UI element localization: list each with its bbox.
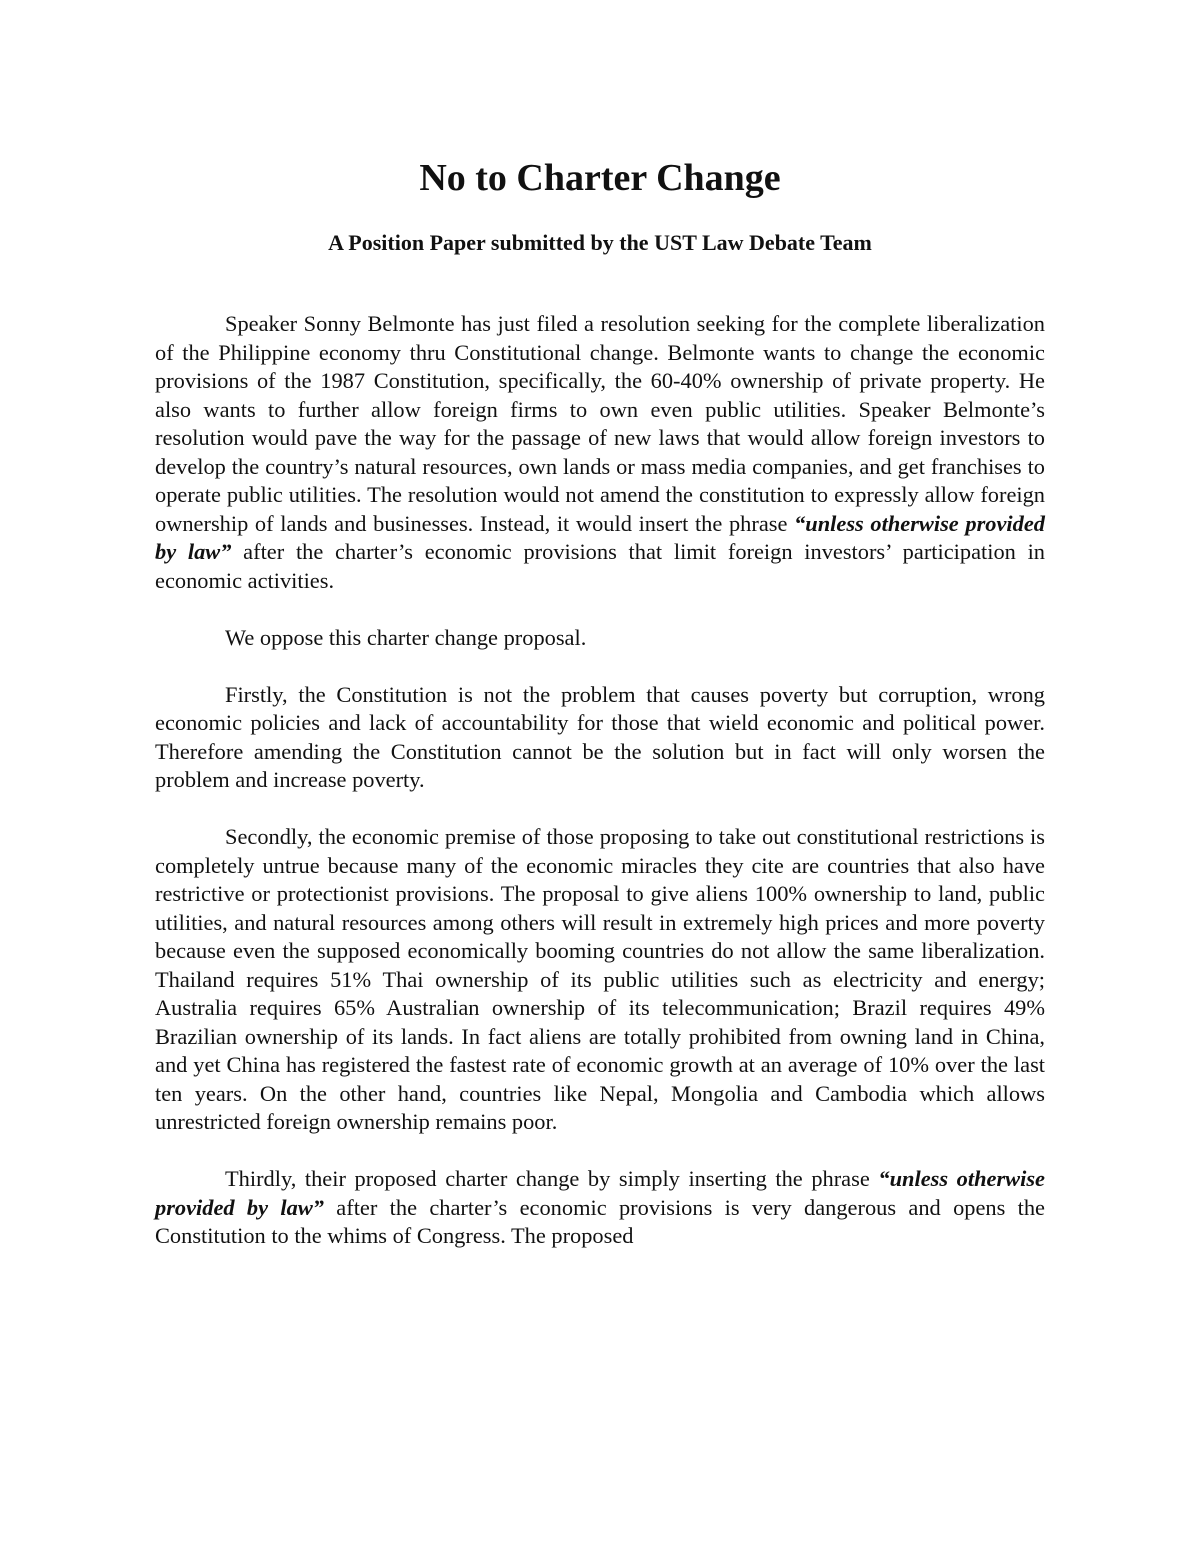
paragraph-text: after the charter’s economic provisions that limit foreign investors’ participation in economic activities.: [155, 539, 1046, 593]
paragraph-text: after the charter’s economic provisions is very dangerous and opens the Constitution to the whims of Congress. The proposed: [155, 1194, 1045, 1248]
paragraph-thirdly: [155, 1165, 1045, 1251]
document-title: No to Charter Change: [419, 157, 781, 199]
paragraph-intro: [155, 310, 1045, 595]
paragraph-position: We oppose this charter change proposal.: [225, 624, 587, 650]
paragraph-text: Speaker Sonny Belmonte has just filed a resolution seeking for the complete liberalization of the Philippine economy thru Constitutional change. Belmonte wants to change the economic provisions of the 1987 Constitution, specifically, the 60-40% ownership of private property. He also wants to further allow foreign firms to own even public utilities. Speaker Belmonte’s resolution would pave the way for the passage of new laws that would allow foreign investors to develop the country’s natural resources, own lands or mass media companies, and get franchises to operate public utilities. The resolution would not amend the constitution to expressly allow foreign ownership of lands and businesses. Instead, it would insert the phrase: [155, 311, 1045, 536]
emphasized-phrase: “unless otherwise provided by law”: [155, 1166, 1045, 1220]
document-subtitle: A Position Paper submitted by the UST Law Debate Team: [328, 230, 872, 255]
paragraph-text: Thirdly, their proposed charter change by simply inserting the phrase: [225, 1166, 879, 1191]
document-body: [155, 310, 1045, 1251]
document-page: [155, 150, 1045, 1279]
paragraph-firstly: Firstly, the Constitution is not the problem that causes poverty but corruption, wrong economic policies and lack of accountability for those that wield economic and political power. Therefore amending the Constitution cannot be the solution but in fact will only worsen the problem and increase poverty.: [155, 681, 1045, 792]
paragraph-secondly: Secondly, the economic premise of those proposing to take out constitutional restrictions is completely untrue because many of the economic miracles they cite are countries that also have restrictive or protectionist provisions. The proposal to give aliens 100% ownership to land, public utilities, and natural resources among others will result in extremely high prices and more poverty because even the supposed economically booming countries do not allow the same liberalization. Thailand requires 51% Thai ownership of its public utilities such as electricity and energy; Australia requires 65% Australian ownership of its telecommunication; Brazil requires 49% Brazilian ownership of its lands. In fact aliens are totally prohibited from owning land in China, and yet China has registered the fastest rate of economic growth at an average of 10% over the last ten years. On the other hand, countries like Nepal, Mongolia and Cambodia which allows unrestricted foreign ownership remains poor.: [155, 824, 1045, 1134]
emphasized-phrase: “unless otherwise provided by law”: [155, 510, 1045, 564]
